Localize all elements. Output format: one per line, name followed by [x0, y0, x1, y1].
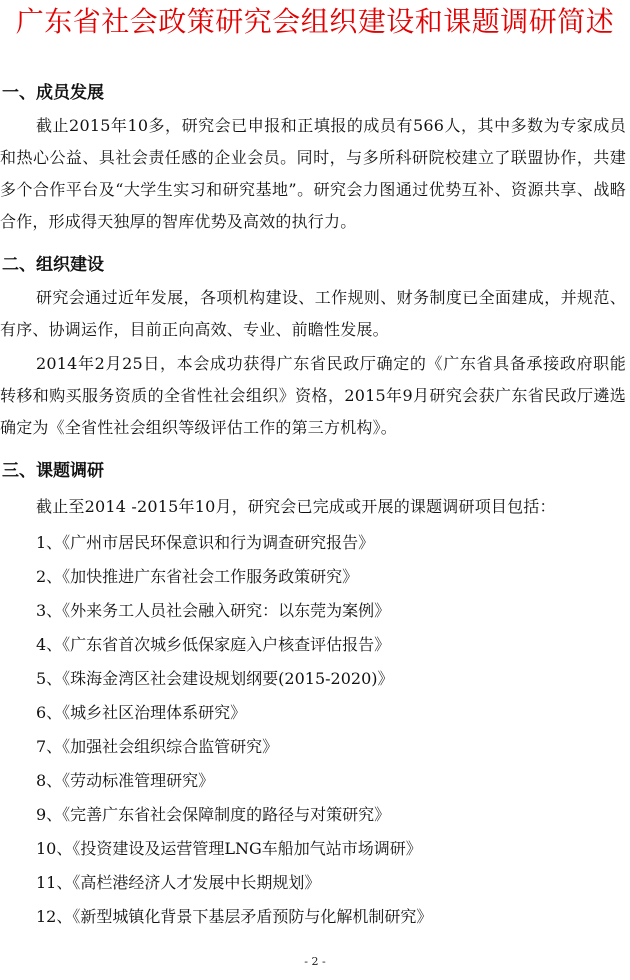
research-item: 1、《广州市居民环保意识和行为调查研究报告》	[36, 533, 375, 552]
research-item: 8、《劳动标准管理研究》	[36, 771, 215, 790]
paragraph-members: 截止2015年10多，研究会已申报和正填报的成员有566人，其中多数为专家成员和热心公益、具社会责任感的企业会员。同时，与多所科研院校建立了联盟协作，共建多个合作平台及“大学生实习和研究基地”。研究会力图通过优势互补、资源共享、战略合作，形成得天独厚的智库优势及高效的执行力。	[0, 116, 626, 231]
paragraph-organization-2: 2014年2月25日，本会成功获得广东省民政厅确定的《广东省具备承接政府职能转移和购买服务资质的全省性社会组织》资格，2015年9月研究会获广东省民政厅遴选确定为《全省性社会组织等级评估工作的第三方机构》。	[0, 354, 626, 437]
section-heading-members: 一、成员发展	[2, 83, 104, 103]
page-number: - 2 -	[304, 955, 326, 968]
research-item: 7、《加强社会组织综合监管研究》	[36, 737, 279, 756]
research-item: 3、《外来务工人员社会融入研究：以东莞为案例》	[36, 601, 391, 620]
section-heading-organization: 二、组织建设	[2, 255, 104, 275]
research-item: 11、《高栏港经济人才发展中长期规划》	[36, 873, 321, 892]
research-item: 2、《加快推进广东省社会工作服务政策研究》	[36, 567, 359, 586]
research-item: 4、《广东省首次城乡低保家庭入户核查评估报告》	[36, 635, 391, 654]
research-item: 5、《珠海金湾区社会建设规划纲要(2015-2020)》	[36, 669, 394, 688]
paragraph-research-intro: 截止至2014 -2015年10月，研究会已完成或开展的课题调研项目包括：	[36, 497, 556, 516]
document-title: 广东省社会政策研究会组织建设和课题调研简述	[15, 5, 615, 38]
section-heading-research: 三、课题调研	[2, 461, 104, 481]
research-item: 9、《完善广东省社会保障制度的路径与对策研究》	[36, 805, 391, 824]
research-item: 12、《新型城镇化背景下基层矛盾预防与化解机制研究》	[36, 907, 433, 926]
research-item: 6、《城乡社区治理体系研究》	[36, 703, 247, 722]
research-item: 10、《投资建设及运营管理LNG车船加气站市场调研》	[36, 839, 422, 858]
paragraph-organization-1: 研究会通过近年发展，各项机构建设、工作规则、财务制度已全面建成，并规范、有序、协调运作，目前正向高效、专业、前瞻性发展。	[0, 288, 626, 339]
